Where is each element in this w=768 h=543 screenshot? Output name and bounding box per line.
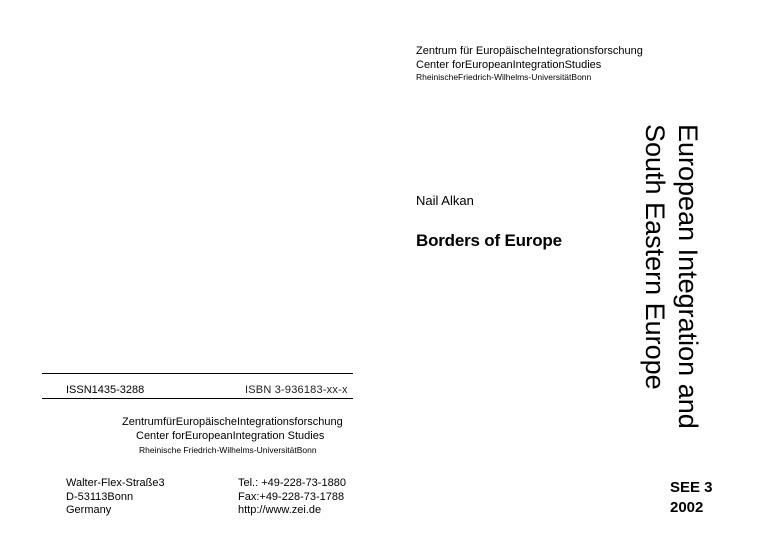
isbn-number: ISBN 3-936183-xx-x xyxy=(245,384,348,396)
back-institute-name-de: ZentrumfürEuropäischeIntegrationsforschung xyxy=(122,416,343,428)
spine-title-line-1: European Integration and xyxy=(673,124,703,429)
back-university-name: Rheinische Friedrich-Wilhelms-UniversitätBonn xyxy=(139,445,317,455)
front-institute-name-en: Center forEuropeanIntegrationStudies xyxy=(416,59,602,71)
front-institute-name-de: Zentrum für EuropäischeIntegrationsforschung xyxy=(416,45,643,57)
spine-title-line-2: South Eastern Europe xyxy=(640,124,670,390)
front-institute-block xyxy=(416,44,643,83)
contact-fax: Fax:+49-228-73-1788 xyxy=(238,490,345,503)
address-block xyxy=(66,477,165,518)
back-institute-name-en: Center forEuropeanIntegration Studies xyxy=(136,430,325,442)
top-rule xyxy=(42,373,353,374)
address-city: D-53113Bonn xyxy=(66,490,134,503)
author-name: Nail Alkan xyxy=(416,193,474,208)
address-street: Walter-Flex-Straße3 xyxy=(66,477,165,489)
front-university-name: RheinischeFriedrich-Wilhelms-UniversitätBonn xyxy=(416,72,592,82)
series-spine-title xyxy=(636,124,704,440)
contact-block xyxy=(238,477,346,518)
back-institute-block xyxy=(122,415,342,457)
bottom-rule xyxy=(42,398,353,399)
contact-tel: Tel.: +49-228-73-1880 xyxy=(238,477,346,489)
address-country: Germany xyxy=(66,504,112,516)
series-year: 2002 xyxy=(670,499,704,516)
book-title: Borders of Europe xyxy=(416,231,562,250)
contact-web: http://www.zei.de xyxy=(238,504,322,516)
series-info xyxy=(670,478,713,518)
series-code: SEE 3 xyxy=(670,479,713,496)
issn-number: ISSN1435-3288 xyxy=(66,384,145,396)
